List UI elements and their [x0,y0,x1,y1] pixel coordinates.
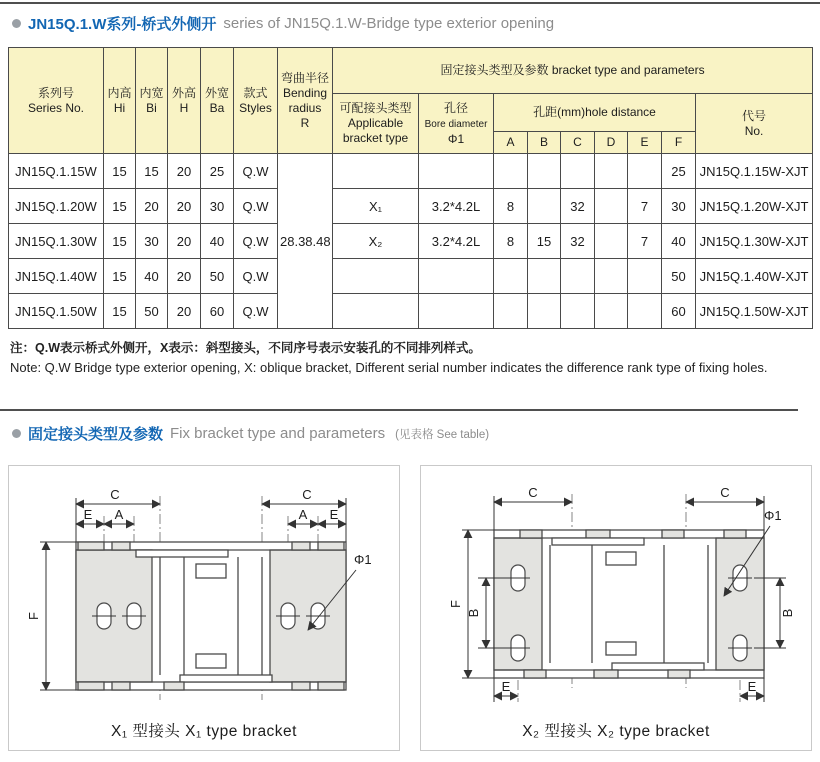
cell-style: Q.W [234,294,278,329]
spec-table [8,47,813,329]
cell-ba: 50 [201,259,234,294]
cell-code: JN15Q.1.20W-XJT [696,189,813,224]
bullet-icon [12,19,21,28]
col-header-bracket-type: 可配接头类型 Applicable bracket type [333,94,419,154]
cell-f: 25 [662,154,696,189]
cell-f: 30 [662,189,696,224]
cell-bore: 3.2*4.2L [419,189,494,224]
cell-c [561,294,595,329]
dim-label-c: C [110,487,120,502]
cell-e: 7 [628,189,662,224]
cell-series: JN15Q.1.15W [9,154,104,189]
section1-title-zh: JN15Q.1.W系列-桥式外侧开 [28,16,217,33]
cell-e [628,294,662,329]
cell-series: JN15Q.1.20W [9,189,104,224]
cell-code: JN15Q.1.30W-XJT [696,224,813,259]
cell-bore [419,294,494,329]
cell-bi: 30 [136,224,168,259]
cell-code: JN15Q.1.50W-XJT [696,294,813,329]
cell-a: 8 [494,189,528,224]
cell-ba: 40 [201,224,234,259]
cell-hi: 15 [104,189,136,224]
group-header-hole-distance: 孔距(mm)hole distance [494,94,696,132]
cell-bore: 3.2*4.2L [419,224,494,259]
cell-bi: 20 [136,189,168,224]
note-zh: 注：Q.W表示桥式外侧开，X表示：斜型接头，不同序号表示安装孔的不同排列样式。 [10,341,481,355]
x2-diagram-box [420,465,812,751]
cell-bending-radius: 28.38.48 [278,154,333,329]
dim-label-c: C [302,487,312,502]
cell-d [595,189,628,224]
cell-a [494,154,528,189]
table-row [9,224,813,259]
cell-b [528,189,561,224]
dim-label-b: B [780,608,795,618]
dim-label-b: B [466,608,481,618]
dim-label-e: E [747,679,757,694]
group-header-bracket-params: 固定接头类型及参数 bracket type and parameters [333,48,813,94]
top-rule [0,2,820,4]
col-header-bi: 内宽 Bi [136,48,168,154]
see-table-note: (见表格 See table) [395,428,490,441]
cell-hi: 15 [104,259,136,294]
section-divider [0,409,798,411]
table-row [9,189,813,224]
dim-label-f: F [26,612,41,620]
section1-heading [12,13,810,34]
col-header-d: D [595,132,628,154]
dim-label-e: E [329,507,339,522]
chain-link-body [76,542,346,690]
cell-style: Q.W [234,224,278,259]
col-header-ba: 外宽 Ba [201,48,234,154]
cell-bracket [333,294,419,329]
cell-e [628,154,662,189]
cell-bracket [333,154,419,189]
cell-series: JN15Q.1.40W [9,259,104,294]
cell-ba: 30 [201,189,234,224]
x1-diagram-box [8,465,400,751]
cell-h: 20 [168,224,201,259]
cell-bi: 50 [136,294,168,329]
cell-b [528,259,561,294]
section2-title-en: Fix bracket type and parameters [170,425,386,442]
col-header-hi: 内高 Hi [104,48,136,154]
dim-label-c: C [528,485,538,500]
cell-b [528,294,561,329]
dim-label-a: A [114,507,124,522]
cell-a: 8 [494,224,528,259]
section2-heading [12,423,810,444]
section2-title-zh: 固定接头类型及参数 [28,426,164,443]
cell-code: JN15Q.1.40W-XJT [696,259,813,294]
cell-series: JN15Q.1.30W [9,224,104,259]
cell-style: Q.W [234,189,278,224]
cell-c: 32 [561,224,595,259]
cell-d [595,154,628,189]
cell-a [494,259,528,294]
cell-b [528,154,561,189]
col-header-bore: 孔径 Bore diameter Φ1 [419,94,494,154]
col-header-b: B [528,132,561,154]
cell-c: 32 [561,189,595,224]
cell-hi: 15 [104,294,136,329]
cell-d [595,294,628,329]
col-header-h: 外高 H [168,48,201,154]
cell-bore [419,259,494,294]
cell-bi: 15 [136,154,168,189]
dim-label-phi1: Φ1 [764,508,782,523]
cell-c [561,259,595,294]
cell-hi: 15 [104,224,136,259]
cell-e: 7 [628,224,662,259]
cell-bracket: X₂ [333,224,419,259]
diagram-row [8,465,812,751]
cell-e [628,259,662,294]
cell-f: 40 [662,224,696,259]
x1-diagram-caption: X₁ 型接头 X₁ type bracket [111,723,297,740]
col-header-series: 系列号 Series No. [9,48,104,154]
cell-bracket [333,259,419,294]
cell-h: 20 [168,294,201,329]
col-header-c: C [561,132,595,154]
cell-hi: 15 [104,154,136,189]
dim-label-c: C [720,485,730,500]
dim-label-e: E [501,679,511,694]
catalog-page [0,2,820,762]
cell-h: 20 [168,259,201,294]
table-row [9,294,813,329]
table-row [9,259,813,294]
cell-f: 50 [662,259,696,294]
cell-h: 20 [168,154,201,189]
cell-code: JN15Q.1.15W-XJT [696,154,813,189]
note-en: Note: Q.W Bridge type exterior opening, X: oblique bracket, Different serial number indicates the difference rank type of fixing holes. [10,360,768,375]
cell-bi: 40 [136,259,168,294]
x2-diagram-caption: X₂ 型接头 X₂ type bracket [522,723,710,740]
cell-style: Q.W [234,154,278,189]
dim-label-f: F [448,600,463,608]
col-header-f: F [662,132,696,154]
col-header-a: A [494,132,528,154]
cell-b: 15 [528,224,561,259]
cell-style: Q.W [234,259,278,294]
x2-bracket-diagram [424,472,808,710]
dim-label-a: A [298,507,308,522]
dim-label-phi1: Φ1 [354,552,372,567]
cell-bracket: X₁ [333,189,419,224]
cell-ba: 60 [201,294,234,329]
col-header-code: 代号 No. [696,94,813,154]
col-header-styles: 款式 Styles [234,48,278,154]
cell-d [595,224,628,259]
dim-label-e: E [83,507,93,522]
chain-link-body [494,530,764,678]
cell-series: JN15Q.1.50W [9,294,104,329]
cell-a [494,294,528,329]
cell-d [595,259,628,294]
x1-bracket-diagram [12,472,396,710]
cell-h: 20 [168,189,201,224]
cell-ba: 25 [201,154,234,189]
bullet-icon [12,429,21,438]
cell-f: 60 [662,294,696,329]
cell-bore [419,154,494,189]
section1-title-en: series of JN15Q.1.W-Bridge type exterior opening [223,15,555,32]
table-row [9,154,813,189]
col-header-e: E [628,132,662,154]
cell-c [561,154,595,189]
col-header-bending-radius: 弯曲半径 Bending radius R [278,48,333,154]
